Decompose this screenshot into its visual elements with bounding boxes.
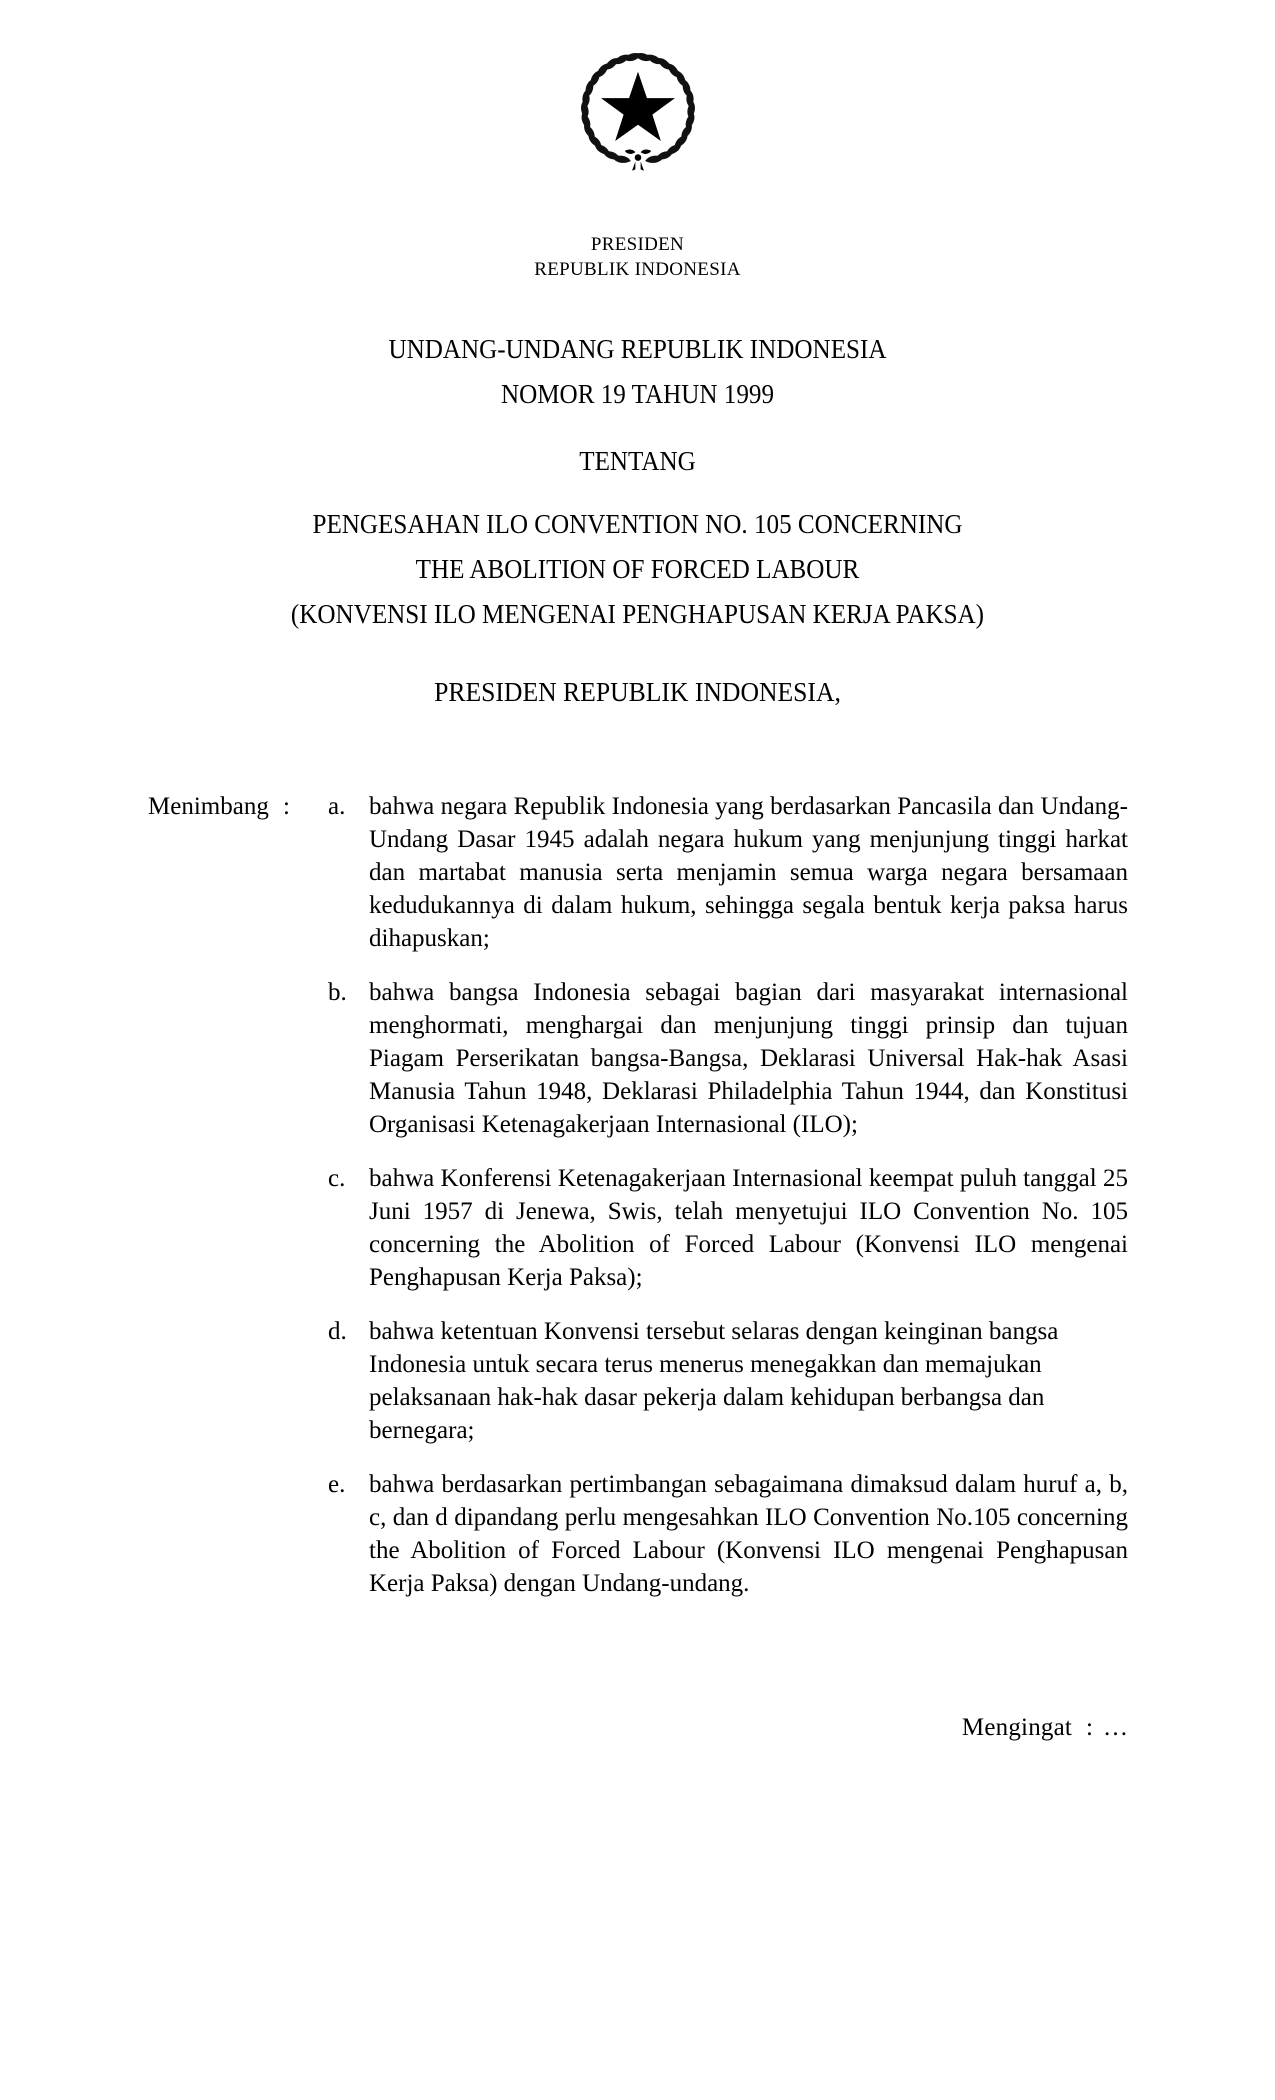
page-title-line-2: NOMOR 19 TAHUN 1999 <box>500 379 775 409</box>
next-section-label: Mengingat <box>961 1714 1073 1741</box>
list-item-text: bahwa Konferensi Ketenagakerjaan Internasional keempat puluh tanggal 25 Juni 1957 di Jenewa, Swis, telah menyetujui ILO Convention No. 105 concerning the Abolition of Forced Labour (Konvensi ILO mengenai Penghapusan Kerja Paksa); <box>369 1165 1128 1291</box>
list-item-marker: a. <box>328 793 346 820</box>
considering-colon: : <box>283 793 290 820</box>
list-item-marker: d. <box>328 1318 347 1345</box>
list-item-marker: e. <box>328 1471 346 1498</box>
next-section-marker <box>0 1711 1275 1744</box>
list-item-text: bahwa negara Republik Indonesia yang berdasarkan Pancasila dan Undang-Undang Dasar 1945 adalah negara hukum yang menjunjung tinggi harkat dan martabat manusia serta menjamin semua warga negara bersamaan kedudukannya di dalam hukum, sehingga segala bentuk kerja paksa harus dihapuskan; <box>369 793 1128 952</box>
list-item <box>328 1162 1128 1294</box>
header-caption-line-1: PRESIDEN <box>590 234 685 255</box>
considering-section <box>148 790 1128 1600</box>
considering-items <box>328 790 1128 1600</box>
list-item <box>328 1315 1128 1447</box>
title-block <box>0 327 1275 637</box>
next-section-ellipsis: … <box>1103 1714 1128 1741</box>
subject-spacer <box>0 484 1275 502</box>
tentang-label: TENTANG <box>579 446 696 476</box>
list-item <box>328 790 1128 955</box>
indonesia-presidential-star-wreath-emblem-icon <box>572 44 704 176</box>
list-item <box>328 976 1128 1141</box>
list-item-marker: b. <box>328 979 347 1006</box>
subject-line-1: PENGESAHAN ILO CONVENTION NO. 105 CONCERNING <box>312 509 963 539</box>
subject-line-3: (KONVENSI ILO MENGENAI PENGHAPUSAN KERJA PAKSA) <box>290 599 985 629</box>
subject-line-2: THE ABOLITION OF FORCED LABOUR <box>415 554 860 584</box>
list-item-marker: c. <box>328 1165 346 1192</box>
header-caption <box>0 232 1275 282</box>
list-item-text: bahwa bangsa Indonesia sebagai bagian dari masyarakat internasional menghormati, menghargai dan menjunjung tinggi prinsip dan tujuan Piagam Perserikatan bangsa-Bangsa, Deklarasi Universal Hak-hak Asasi Manusia Tahun 1948, Deklarasi Philadelphia Tahun 1944, dan Konstitusi Organisasi Ketenagakerjaan Internasional (ILO); <box>369 979 1128 1138</box>
title-spacer <box>0 417 1275 439</box>
header-caption-line-2: REPUBLIK INDONESIA <box>534 259 741 280</box>
next-section-colon: : <box>1086 1714 1093 1741</box>
page-title-line-1: UNDANG-UNDANG REPUBLIK INDONESIA <box>388 334 887 364</box>
list-item-text: bahwa ketentuan Konvensi tersebut selaras dengan keinginan bangsa Indonesia untuk secara terus menerus menegakkan dan memajukan pelaksanaan hak-hak dasar pekerja dalam kehidupan berbangsa dan bernegara; <box>369 1318 1059 1444</box>
list-item <box>328 1468 1128 1600</box>
considering-label: Menimbang <box>148 793 269 820</box>
emblem-container <box>0 44 1275 181</box>
authority-line: PRESIDEN REPUBLIK INDONESIA, <box>434 677 841 707</box>
list-item-text: bahwa berdasarkan pertimbangan sebagaimana dimaksud dalam huruf a, b, c, dan d dipandang perlu mengesahkan ILO Convention No.105 concerning the Abolition of Forced Labour (Konvensi ILO mengenai Penghapusan Kerja Paksa) dengan Undang-undang. <box>369 1471 1128 1597</box>
